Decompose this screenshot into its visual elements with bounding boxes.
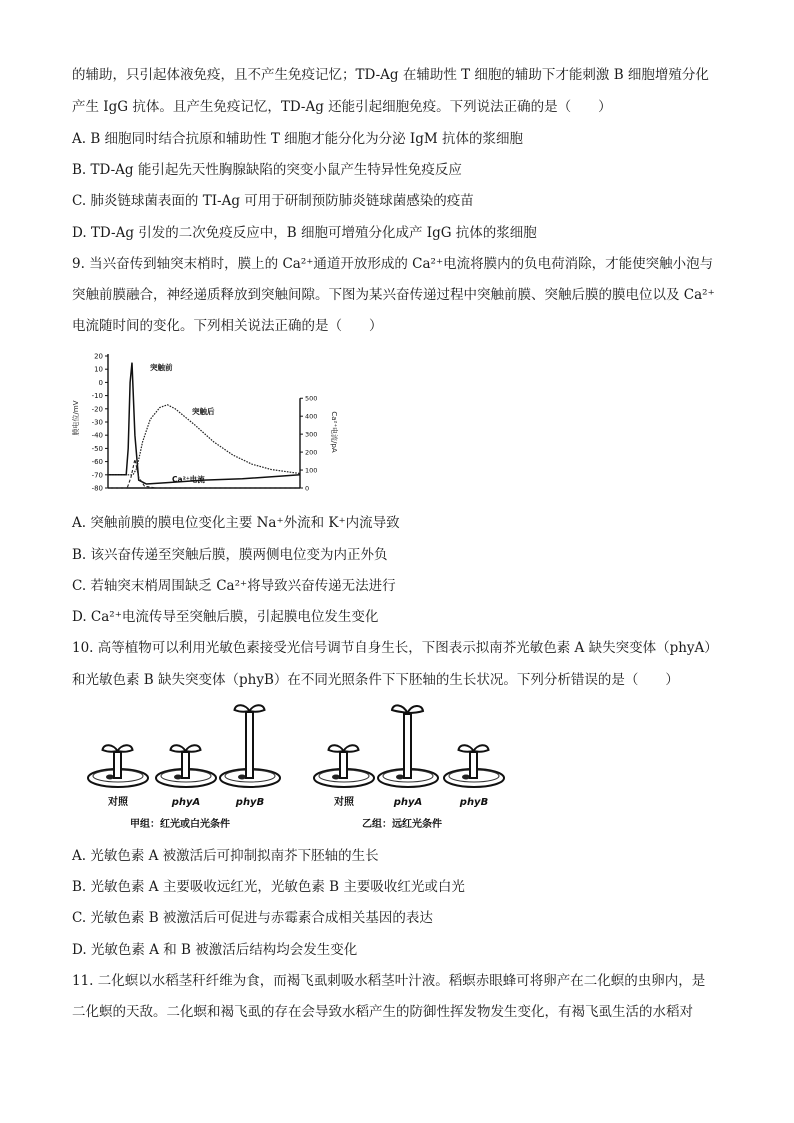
- y-tick-label: -20: [91, 405, 103, 414]
- q9-stem-line-3: 电流随时间的变化。下列相关说法正确的是（ ）: [72, 318, 383, 334]
- y-tick-label: -50: [91, 444, 103, 453]
- y-tick-label: -60: [91, 458, 103, 467]
- series-label-calcium: Ca²⁺电流: [172, 475, 205, 484]
- series-label-postsynaptic: 突触后: [192, 407, 215, 416]
- y-tick-label: -70: [91, 471, 103, 480]
- q9-option-d: D. Ca²⁺电流传导至突触后膜，引起膜电位发生变化: [72, 609, 379, 625]
- q10-stem-line-2: 和光敏色素 B 缺失突变体（phyB）在不同光照条件下下胚轴的生长状况。下列分析错误的是（ ）: [72, 672, 679, 688]
- y-tick-label: 0: [98, 378, 103, 387]
- q9-option-c: C. 若轴突末梢周围缺乏 Ca²⁺将导致兴奋传递无法进行: [72, 578, 396, 594]
- q9-stem-line-1: 9. 当兴奋传到轴突末梢时，膜上的 Ca²⁺通道开放形成的 Ca²⁺电流将膜内的负电荷消除，才能使突触小泡与: [72, 256, 714, 272]
- y-tick-label: -30: [91, 418, 103, 427]
- membrane-potential-chart: [72, 346, 342, 510]
- y2-tick-label: 200: [305, 448, 318, 457]
- y-axis-label: 膜电位/mV: [72, 400, 80, 436]
- y-tick-label: -40: [91, 431, 103, 440]
- seedling-control-2: [314, 745, 374, 787]
- label-phyA-2: phyA: [393, 797, 423, 808]
- q10-option-d: D. 光敏色素 A 和 B 被激活后结构均会发生变化: [72, 942, 358, 958]
- q8-option-c: C. 肺炎链球菌表面的 TI-Ag 可用于研制预防肺炎链球菌感染的疫苗: [72, 193, 474, 209]
- y2-tick-label: 100: [305, 466, 318, 475]
- q11-stem-line-1: 11. 二化螟以水稻茎秆纤维为食，而褐飞虱刺吸水稻茎叶汁液。稻螟赤眼蜂可将卵产在二化螟的虫卵内，是: [72, 973, 706, 989]
- caption-group-1: 甲组：红光或白光条件: [130, 819, 230, 830]
- seedling-phyB-2: [444, 745, 504, 787]
- y2-axis-label: Ca²⁺电流/pA: [330, 411, 338, 453]
- q9-stem-line-2: 突触前膜融合，神经递质释放到突触间隙。下图为某兴奋传递过程中突触前膜、突触后膜的膜电位以及 Ca²⁺: [72, 287, 715, 303]
- y-tick-label: 10: [94, 365, 103, 374]
- y2-tick-label: 400: [305, 412, 318, 421]
- seedling-figure-canvas: [80, 698, 520, 838]
- q8-option-b: B. TD-Ag 能引起先天性胸腺缺陷的突变小鼠产生特异性免疫反应: [72, 162, 462, 178]
- seedling-phyA-2: [378, 705, 438, 787]
- label-phyB-2: phyB: [459, 797, 489, 808]
- seedling-phyB-1: [220, 705, 280, 787]
- chart-canvas: [72, 346, 342, 506]
- y2-tick-label: 500: [305, 394, 318, 403]
- q8-option-d: D. TD-Ag 引发的二次免疫反应中，B 细胞可增殖分化成产 IgG 抗体的浆细胞: [72, 225, 537, 241]
- seedling-phyA-1: [156, 745, 216, 787]
- y-tick-label: -10: [91, 392, 103, 401]
- seedling-control-1: [88, 745, 148, 787]
- q9-option-a: A. 突触前膜的膜电位变化主要 Na⁺外流和 K⁺内流导致: [72, 515, 400, 531]
- series-label-presynaptic: 突触前: [150, 363, 173, 372]
- q10-option-a: A. 光敏色素 A 被激活后可抑制拟南芥下胚轴的生长: [72, 848, 379, 864]
- q8-option-a: A. B 细胞同时结合抗原和辅助性 T 细胞才能分化为分泌 IgM 抗体的浆细胞: [72, 131, 524, 147]
- q10-option-c: C. 光敏色素 B 被激活后可促进与赤霉素合成相关基因的表达: [72, 910, 433, 926]
- caption-group-2: 乙组：远红光条件: [362, 819, 442, 830]
- y2-tick-label: 0: [305, 484, 310, 493]
- label-phyB-1: phyB: [235, 797, 265, 808]
- label-control-1: 对照: [108, 797, 128, 808]
- q8-stem-line-1: 的辅助，只引起体液免疫，且不产生免疫记忆；TD-Ag 在辅助性 T 细胞的辅助下才能刺激 B 细胞增殖分化: [72, 67, 709, 83]
- q10-option-b: B. 光敏色素 A 主要吸收远红光，光敏色素 B 主要吸收红光或白光: [72, 879, 465, 895]
- y-tick-label: 20: [94, 352, 103, 361]
- seedling-figure: [80, 698, 520, 842]
- y2-tick-label: 300: [305, 430, 318, 439]
- label-control-2: 对照: [334, 797, 354, 808]
- y-tick-label: -80: [91, 484, 103, 493]
- q10-stem-line-1: 10. 高等植物可以利用光敏色素接受光信号调节自身生长，下图表示拟南芥光敏色素 A 缺失突变体（phyA）: [72, 640, 718, 656]
- q11-stem-line-2: 二化螟的天敌。二化螟和褐飞虱的存在会导致水稻产生的防御性挥发物发生变化，有褐飞虱生活的水稻对: [72, 1004, 693, 1020]
- q9-option-b: B. 该兴奋传递至突触后膜，膜两侧电位变为内正外负: [72, 547, 388, 563]
- label-phyA-1: phyA: [171, 797, 201, 808]
- q8-stem-line-2: 产生 IgG 抗体。且产生免疫记忆，TD-Ag 还能引起细胞免疫。下列说法正确的是（ ）: [72, 99, 612, 115]
